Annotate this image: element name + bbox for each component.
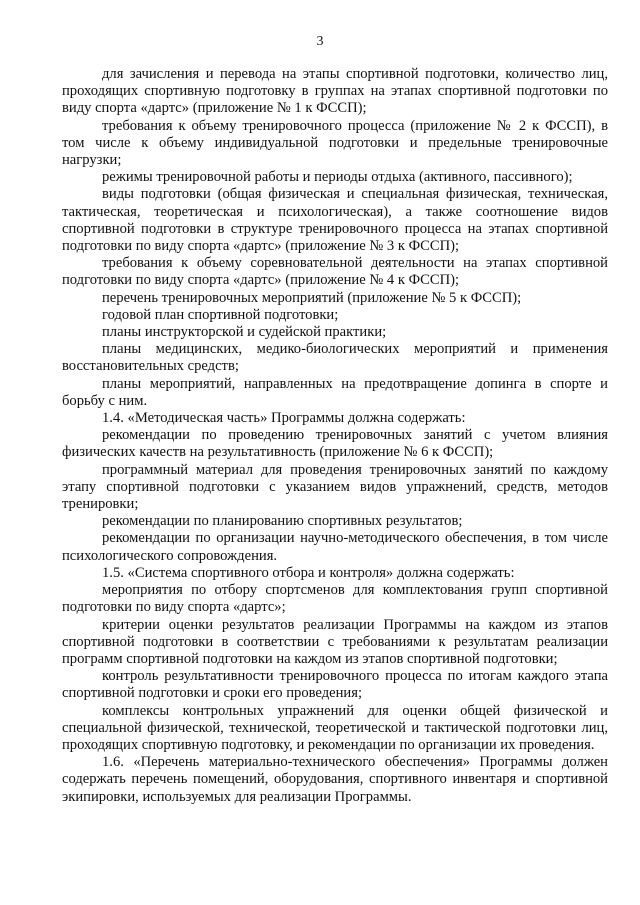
page-number: 3 [316,34,324,49]
paragraph-control-exercises: комплексы контрольных упражнений для оценки общей физической и специальной физической, технической, теоретической и тактической подготовки лиц, проходящих спортивную подготовку, и рекомендации по организации их проведения. [62,702,608,753]
paragraph-competition-volume: требования к объему соревновательной деятельности на этапах спортивной подготовки по виду спорта «дартс» (приложение № 4 к ФССП); [62,255,608,289]
paragraph-section-1-4: 1.4. «Методическая часть» Программы должна содержать: [102,410,466,427]
paragraph-selection-criteria: для зачисления и перевода на этапы спортивной подготовки, количество лиц, проходящих спортивную подготовку в группах на этапах спортивной подготовки по виду спорта «дартс» (приложение № 1 к ФССП); [62,66,608,117]
paragraph-antidoping: планы мероприятий, направленных на предотвращение допинга в спорте и борьбу с ним. [62,375,608,409]
paragraph-scientific-support: рекомендации по организации научно-методического обеспечения, в том числе психологического сопровождения. [62,530,608,564]
paragraph-medical-plans: планы медицинских, медико-биологических мероприятий и применения восстановительных средств; [62,341,608,375]
paragraph-instructor-practice: планы инструкторской и судейской практики; [102,324,387,341]
paragraph-evaluation-criteria: критерии оценки результатов реализации Программы на каждом из этапов спортивной подготовки в соответствии с требованиями к результатам реализации программ спортивной подготовки на каждом из этапов спортивной подготовки; [62,616,608,667]
paragraph-performance-control: контроль результативности тренировочного процесса по итогам каждого этапа спортивной подготовки и сроки его проведения; [62,668,608,702]
paragraph-section-1-6: 1.6. «Перечень материально-технического обеспечения» Программы должен содержать перечень помещений, оборудования, спортивного инвентаря и спортивной экипировки, используемых для реализации Программы. [62,754,608,805]
paragraph-session-recommendations: рекомендации по проведению тренировочных занятий с учетом влияния физических качеств на результативность (приложение № 6 к ФССП); [62,427,608,461]
document-body [62,66,608,806]
paragraph-program-material: программный материал для проведения тренировочных занятий по каждому этапу спортивной подготовки с указанием видов упражнений, средств, методов тренировки; [62,461,608,513]
paragraph-training-types: виды подготовки (общая физическая и специальная физическая, техническая, тактическая, теоретическая и психологическая), а также соотношение видов спортивной подготовки в структуре тренировочного процесса на этапах спортивной подготовки по виду спорта «дартс» (приложение № 3 к ФССП); [62,186,608,255]
paragraph-section-1-5: 1.5. «Система спортивного отбора и контроля» должна содержать: [102,564,515,581]
paragraph-training-volume: требования к объему тренировочного процесса (приложение № 2 к ФССП), в том числе к объему индивидуальной подготовки и предельные тренировочные нагрузки; [62,117,608,169]
paragraph-work-rest-modes: режимы тренировочной работы и периоды отдыха (активного, пассивного); [102,169,573,186]
paragraph-results-planning: рекомендации по планированию спортивных результатов; [102,513,463,530]
paragraph-annual-plan: годовой план спортивной подготовки; [102,306,339,323]
paragraph-training-events: перечень тренировочных мероприятий (приложение № 5 к ФССП); [102,289,522,306]
paragraph-athlete-selection: мероприятия по отбору спортсменов для комплектования групп спортивной подготовки по виду спорта «дартс»; [62,582,608,616]
